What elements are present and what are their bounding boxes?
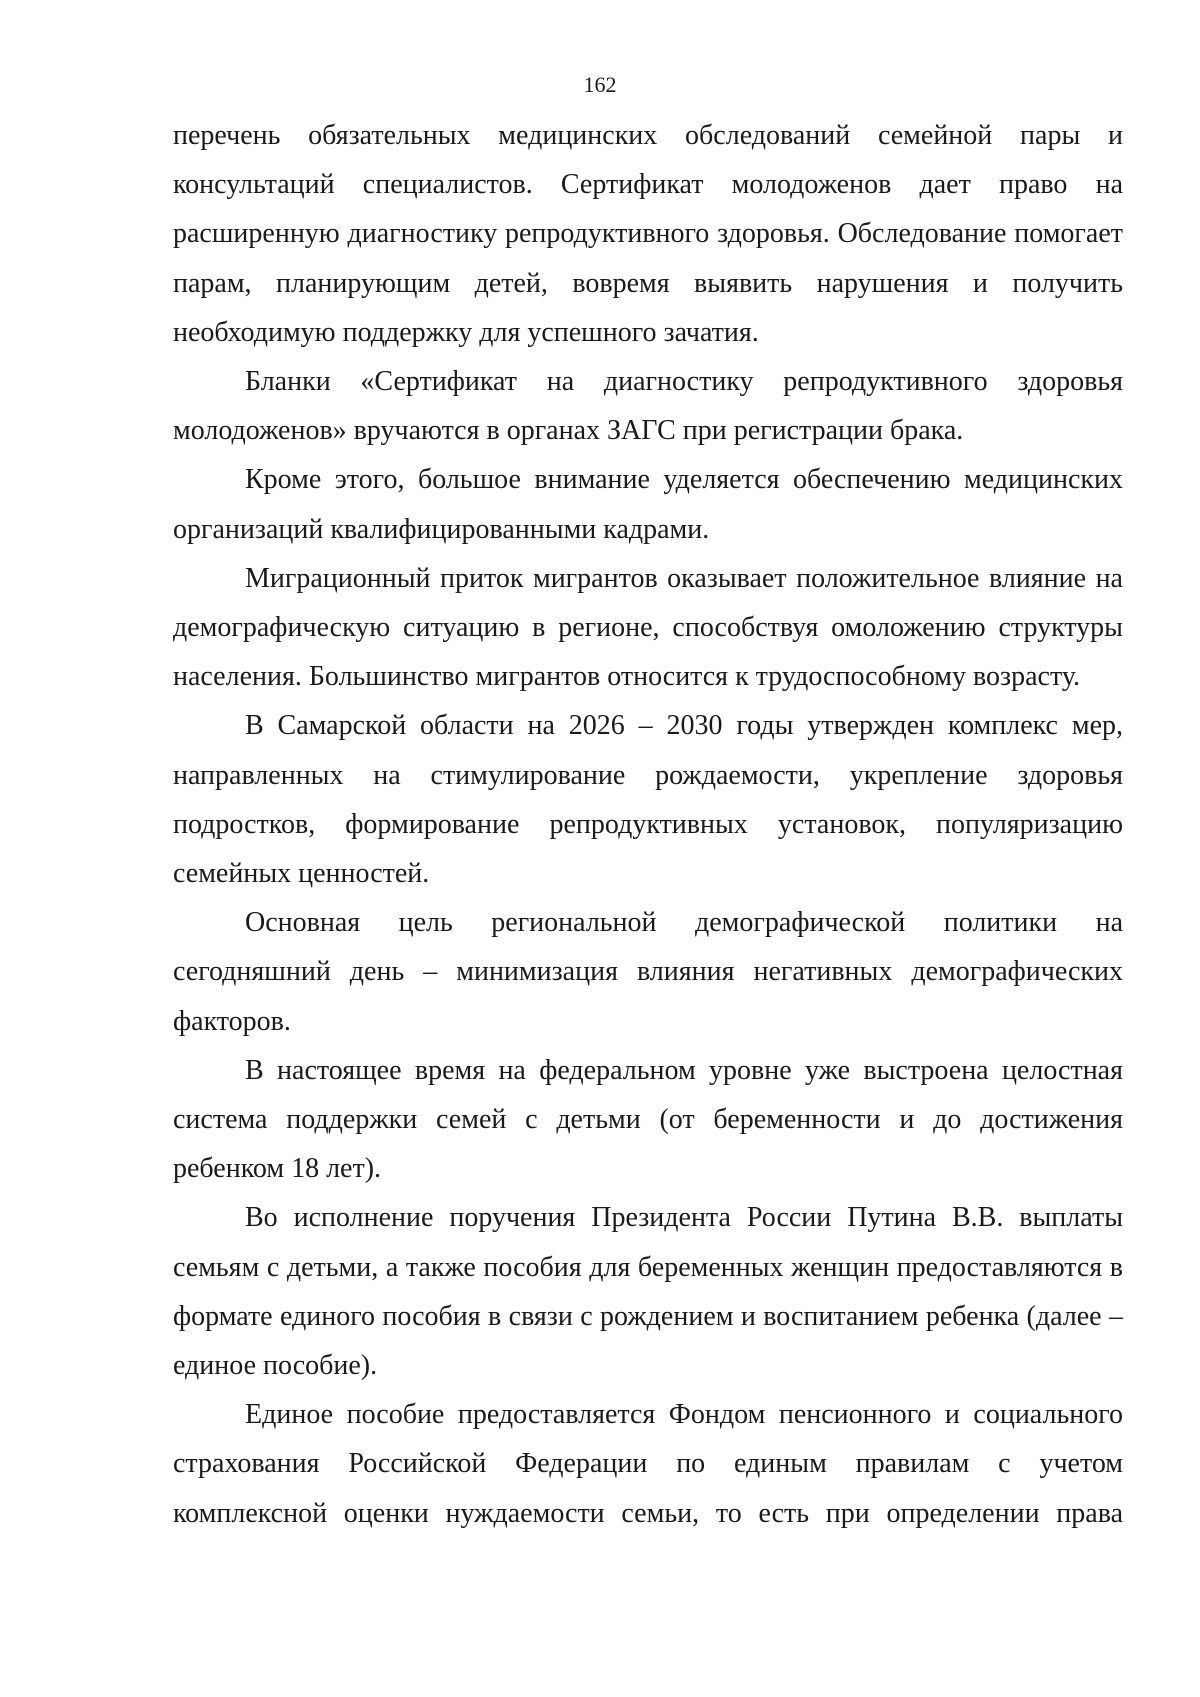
paragraph: Основная цель региональной демографической политики на сегодняшний день – минимизация влияния негативных демографических факторов. [173, 907, 1123, 1037]
document-body [173, 111, 1123, 1538]
paragraph: В настоящее время на федеральном уровне уже выстроена целостная система поддержки семей с детьми (от беременности и до достижения ребенком 18 лет). [173, 1054, 1123, 1185]
page-number: 162 [583, 72, 617, 97]
paragraph: Кроме этого, большое внимание уделяется обеспечению медицинских организаций квалифицированными кадрами. [173, 464, 1123, 545]
paragraph-continued: Единое пособие предоставляется Фондом пенсионного и социального страхования Российской Федерации по единым правилам с учетом комплексной оценки нуждаемости семьи, то есть при определении права [173, 1399, 1123, 1529]
paragraph: В Самарской области на 2026 – 2030 годы утвержден комплекс мер, направленных на стимулирование рождаемости, укрепление здоровья подростков, формирование репродуктивных установок, популяризацию семейных ценностей. [173, 710, 1123, 890]
paragraph: перечень обязательных медицинских обследований семейной пары и консультаций специалистов. Сертификат молодоженов дает право на расширенную диагностику репродуктивного здоровья. Обследование помогает парам, планирующим детей, вовремя выявить нарушения и получить необходимую поддержку для успешного зачатия. [173, 120, 1123, 348]
paragraph: Во исполнение поручения Президента России Путина В.В. выплаты семьям с детьми, а также пособия для беременных женщин предоставляются в формате единого пособия в связи с рождением и воспитанием ребенка (далее – единое пособие). [173, 1202, 1123, 1382]
paragraph: Миграционный приток мигрантов оказывает положительное влияние на демографическую ситуацию в регионе, способствуя омоложению структуры населения. Большинство мигрантов относится к трудоспособному возрасту. [173, 562, 1123, 693]
paragraph: Бланки «Сертификат на диагностику репродуктивного здоровья молодоженов» вручаются в органах ЗАГС при регистрации брака. [173, 366, 1123, 447]
